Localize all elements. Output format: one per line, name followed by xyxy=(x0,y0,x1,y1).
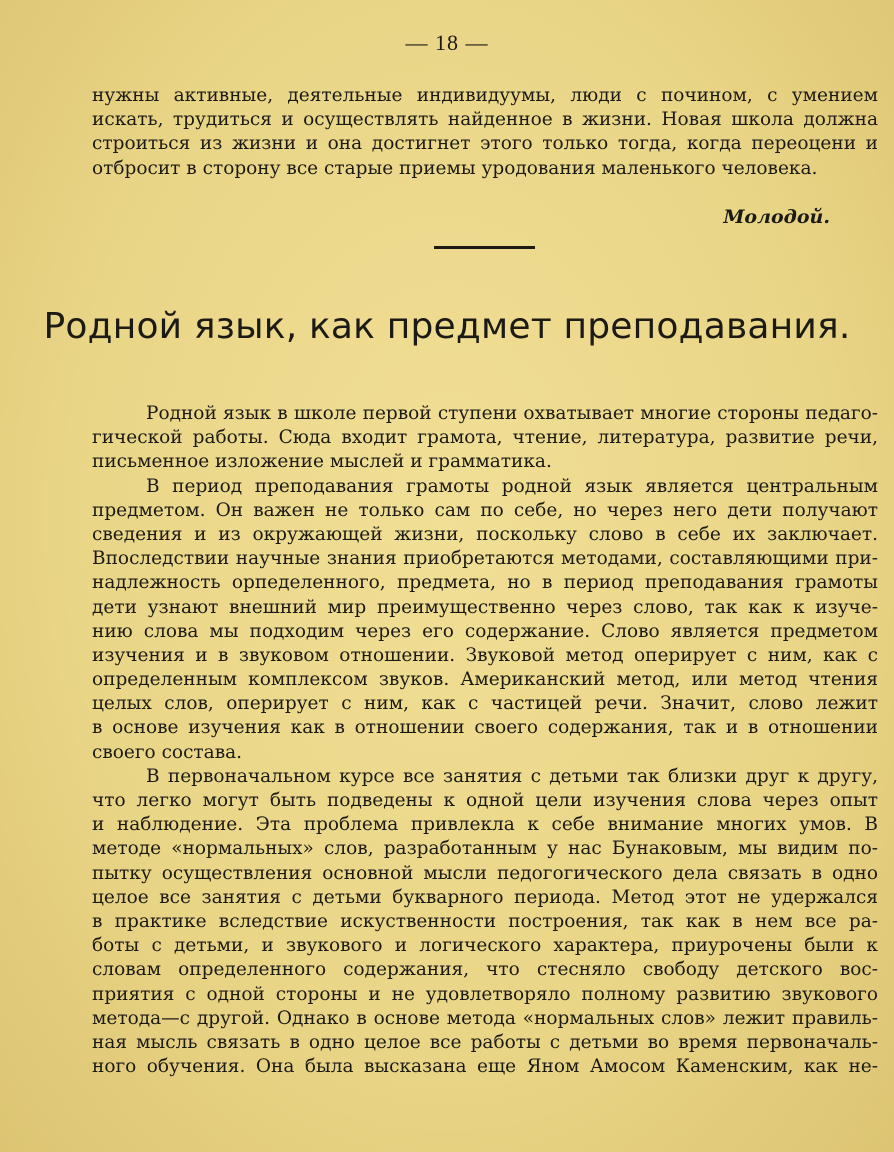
text-line: гической работы. Сюда входит грамота, чтение, литература, развитие речи, xyxy=(92,427,878,449)
text-line: боты с детьми, и звукового и логического характера, приурочены были к xyxy=(92,935,878,957)
text-line: искать, трудиться и осуществлять найденное в жизни. Новая школа должна xyxy=(92,109,878,131)
text-line: отбросит в сторону все старые приемы уродования маленького человека. xyxy=(92,157,818,179)
section-divider xyxy=(434,246,535,249)
text-line: Родной язык в школе первой ступени охватывает многие стороны педаго- xyxy=(146,403,878,424)
text-line: В период преподавания грамоты родной язык является центральным xyxy=(146,475,878,497)
text-line: своего состава. xyxy=(92,741,243,763)
text-line: пытку осуществления основной мысли педогогического дела связать в одно xyxy=(92,862,878,884)
body-text xyxy=(92,402,878,1079)
text-line: дети узнают внешний мир преимущественно через слово, так как к изуче- xyxy=(92,596,878,618)
text-line: письменное изложение мыслей и грамматика. xyxy=(92,451,552,473)
text-line: определенным комплексом звуков. Американский метод, или метод чтения xyxy=(92,669,878,691)
text-line: изучения и в звуковом отношении. Звуковой метод оперирует с ним, как с xyxy=(92,644,878,666)
author-signature: Молодой. xyxy=(723,206,830,228)
text-line: приятия с одной стороны и не удовлетворяло полному развитию звукового xyxy=(92,983,878,1005)
section-title: Родной язык, как предмет преподавания. xyxy=(43,306,851,347)
text-line: метода—с другой. Однако в основе метода «нормальных слов» лежит правиль- xyxy=(92,1007,878,1029)
text-line: целых слов, оперирует с ним, как с частицей речи. Значит, слово лежит xyxy=(92,693,878,715)
text-line: нужны активные, деятельные индивидуумы, люди с почином, с умением xyxy=(92,85,878,106)
text-line: методе «нормальных» слов, разработанным у нас Бунаковым, мы видим по- xyxy=(92,838,878,860)
text-line: надлежность орпеделенного, предмета, но в период преподавания грамоты xyxy=(92,572,878,594)
text-line: Впоследствии научные знания приобретаются методами, составляющими при- xyxy=(92,548,878,570)
text-line: целое все занятия с детьми букварного периода. Метод этот не удержался xyxy=(92,886,878,908)
text-line: ная мысль связать в одно целое все работы с детьми во время первоначаль- xyxy=(92,1031,878,1053)
text-line: строиться из жизни и она достигнет этого только тогда, когда переоцени и xyxy=(92,133,878,155)
text-line: словам определенного содержания, что стесняло свободу детского вос- xyxy=(92,959,878,981)
page-number: — 18 — xyxy=(405,30,489,55)
text-line: ного обучения. Она была высказана еще Яном Амосом Каменским, как не- xyxy=(92,1056,878,1078)
text-line: нию слова мы подходим через его содержание. Слово является предметом xyxy=(92,620,878,642)
text-line: в основе изучения как в отношении своего содержания, так и в отношении xyxy=(92,717,878,739)
text-line: в практике вследствие искуственности построения, так как в нем все ра- xyxy=(92,910,878,932)
text-line: В первоначальном курсе все занятия с детьми так близки друг к другу, xyxy=(146,765,878,787)
text-line: предметом. Он важен не только сам по себе, но через него дети получают xyxy=(92,499,878,521)
text-line: и наблюдение. Эта проблема привлекла к себе внимание многих умов. В xyxy=(92,814,878,836)
text-line: что легко могут быть подведены к одной цели изучения слова через опыт xyxy=(92,790,878,811)
intro-paragraph xyxy=(92,84,878,181)
text-line: сведения и из окружающей жизни, поскольку слово в себе их заключает. xyxy=(92,523,878,545)
